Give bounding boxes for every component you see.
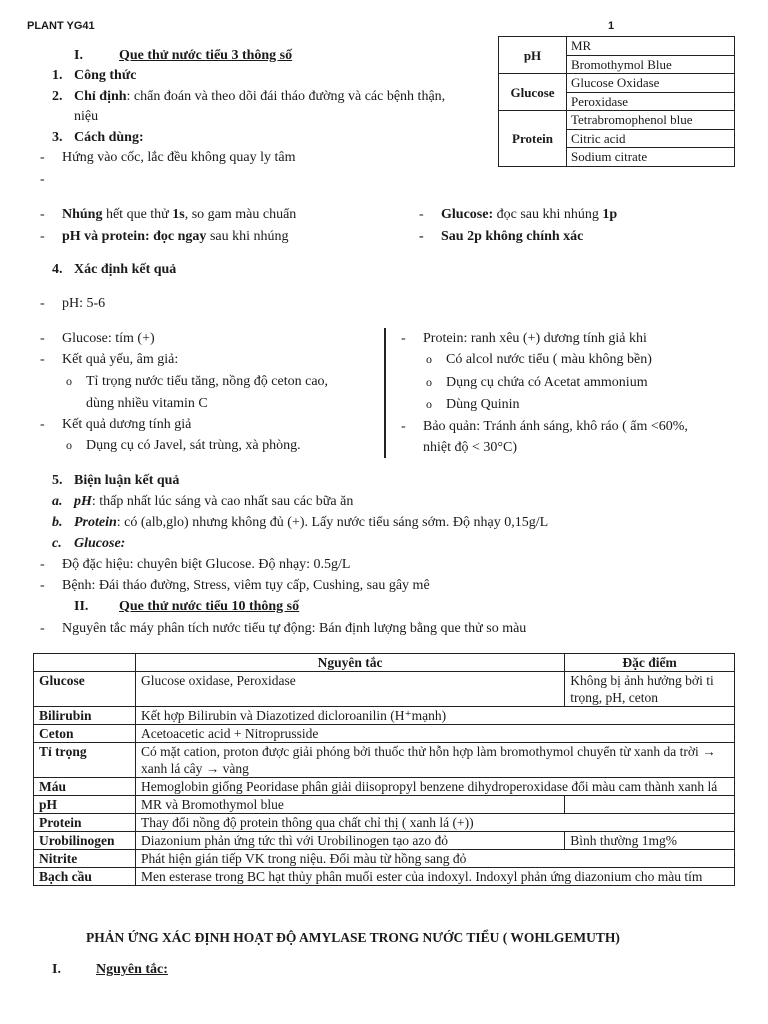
table-cell-principle: Hemoglobin giống Peoridase phân giải diisopropyl benzene dihydroperoxidase đổi màu cam thành xanh lá <box>135 778 734 796</box>
glucose-specificity: - Độ đặc hiệu: chuyên biệt Glucose. Độ nhạy: 0.5g/L <box>62 557 350 573</box>
table-cell-principle: Acetoacetic acid + Nitroprusside <box>135 725 734 743</box>
ten-parameter-table <box>33 653 735 886</box>
point-b-label: Protein <box>74 515 117 530</box>
section-2-title: Que thử nước tiểu 10 thông số <box>119 599 300 614</box>
table-cell-key: Tỉ trọng <box>34 743 136 778</box>
section-3-subtitle: Nguyên tắc: <box>96 962 168 977</box>
reagent-value: Bromothymol Blue <box>567 55 735 74</box>
glucose-diseases: - Bệnh: Đái tháo đường, Stress, viêm tụy cấp, Cushing, sau gây mê <box>62 578 430 594</box>
point-a-letter: a. <box>52 494 63 509</box>
item-5-label: Biện luận kết quả <box>74 473 180 488</box>
point-b-line <box>74 515 548 531</box>
table-row <box>34 778 735 796</box>
table-cell-key: Protein <box>34 814 136 832</box>
table-header-principle: Nguyên tắc <box>135 654 564 672</box>
reagent-value: Citric acid <box>567 129 735 148</box>
table-cell-key: Ceton <box>34 725 136 743</box>
protein-false-positive-1: o Có alcol nước tiểu ( màu không bền) <box>446 352 652 368</box>
usage-line-1: - Hứng vào cốc, lắc đều không quay ly tâm <box>62 150 295 166</box>
glucose-bold: Glucose: <box>441 207 494 222</box>
ph-protein-instruction <box>62 229 289 245</box>
reagent-value: MR <box>567 37 735 56</box>
reagent-value: Glucose Oxidase <box>567 74 735 93</box>
item-1-label: Công thức <box>74 68 137 83</box>
item-4-number: 4. <box>52 262 63 277</box>
item-1-number: 1. <box>52 68 63 83</box>
false-positive-cause: o Dụng cụ có Javel, sát trùng, xà phòng. <box>86 438 301 454</box>
amylase-section-title: PHẢN ỨNG XÁC ĐỊNH HOẠT ĐỘ AMYLASE TRONG NƯỚC TIỂU ( WOHLGEMUTH) <box>86 930 620 945</box>
section-3-numeral: I. <box>52 962 61 977</box>
document-header: PLANT YG41 <box>27 20 95 32</box>
point-c-letter: c. <box>52 536 62 551</box>
reagent-key-glucose: Glucose <box>499 74 567 111</box>
false-negative-cause-continued: dùng nhiều vitamin C <box>86 396 208 411</box>
table-cell-key: Urobilinogen <box>34 832 136 850</box>
storage-note: - Bảo quản: Tránh ánh sáng, khô ráo ( ẩm <60%, <box>423 419 688 435</box>
table-row <box>34 796 735 814</box>
protein-false-positive-2: o Dụng cụ chứa có Acetat ammonium <box>446 375 648 391</box>
table-cell-principle: Glucose oxidase, Peroxidase <box>135 672 564 707</box>
table-row <box>34 850 735 868</box>
item-2-text-continued: niệu <box>74 109 99 124</box>
reagent-key-ph: pH <box>499 37 567 74</box>
table-cell-key: Máu <box>34 778 136 796</box>
item-2-line <box>74 89 445 105</box>
protein-false-positive-3: o Dùng Quinin <box>446 397 520 413</box>
section-1-numeral: I. <box>74 48 83 63</box>
table-row <box>34 868 735 886</box>
table-cell-key: Glucose <box>34 672 136 707</box>
table-cell-principle: Kết hợp Bilirubin và Diazotized dicloroanilin (H⁺mạnh) <box>135 707 734 725</box>
ph-bold: pH và protein: đọc ngay <box>62 229 207 244</box>
table-header-feature: Đặc điểm <box>565 654 735 672</box>
table-row <box>34 832 735 850</box>
dip-instruction <box>62 207 296 223</box>
table-row <box>34 672 735 707</box>
table-row <box>34 725 735 743</box>
table-cell-principle: MR và Bromothymol blue <box>135 796 564 814</box>
storage-note-continued: nhiệt độ < 30°C) <box>423 440 517 455</box>
item-2-number: 2. <box>52 89 63 104</box>
section-2-principle: - Nguyên tắc máy phân tích nước tiểu tự động: Bán định lượng bằng que thử so màu <box>62 621 526 637</box>
glucose-text: đọc sau khi nhúng <box>493 207 603 222</box>
item-3-number: 3. <box>52 130 63 145</box>
table-cell-principle: Phát hiện gián tiếp VK trong niệu. Đổi màu từ hồng sang đỏ <box>135 850 734 868</box>
table-cell-feature: Bình thường 1mg% <box>565 832 735 850</box>
table-row <box>34 814 735 832</box>
point-c-label: Glucose: <box>74 536 126 551</box>
table-cell-principle: Men esterase trong BC hạt thủy phân muối ester của indoxyl. Indoxyl phản ứng diazonium cho màu tím <box>135 868 734 886</box>
section-2-numeral: II. <box>74 599 89 614</box>
protein-result: - Protein: ranh xêu (+) dương tính giả khi <box>423 331 647 347</box>
after-2-minutes-note: - Sau 2p không chính xác <box>441 229 583 245</box>
glucose-time: 1p <box>602 207 618 222</box>
table-cell-feature: Không bị ảnh hưởng bởi ti trọng, pH, ceton <box>565 672 735 707</box>
reagent-value: Tetrabromophenol blue <box>567 111 735 130</box>
ph-text: sau khi nhúng <box>206 229 289 244</box>
table-row <box>34 707 735 725</box>
table-row <box>34 743 735 778</box>
point-a-label: pH <box>74 494 92 509</box>
table-cell-principle: Thay đổi nồng độ protein thông qua chất chỉ thị ( xanh lá (+)) <box>135 814 734 832</box>
dip-text-2: , so gam màu chuẩn <box>184 207 297 222</box>
point-b-text: : có (alb,glo) nhưng không đủ (+). Lấy nước tiểu sáng sớm. Độ nhạy 0,15g/L <box>116 515 549 530</box>
glucose-read-instruction <box>441 207 617 223</box>
table-cell-key: Bạch cầu <box>34 868 136 886</box>
section-1-title: Que thử nước tiểu 3 thông số <box>119 48 293 63</box>
glucose-result: - Glucose: tím (+) <box>62 331 155 347</box>
table-cell-key: Bilirubin <box>34 707 136 725</box>
page-number: 1 <box>608 20 615 32</box>
reagent-value: Peroxidase <box>567 92 735 111</box>
dip-text: hết que thử <box>102 207 173 222</box>
item-2-label: Chỉ định <box>74 89 127 104</box>
reagent-key-protein: Protein <box>499 111 567 167</box>
table-cell-principle: Diazonium phản ứng tức thì với Urobilinogen tạo azo đỏ <box>135 832 564 850</box>
false-negative-heading: - Kết quả yếu, âm giả: <box>62 352 178 368</box>
table-cell-key: Nitrite <box>34 850 136 868</box>
item-4-label: Xác định kết quả <box>74 262 177 277</box>
item-5-number: 5. <box>52 473 63 488</box>
point-b-letter: b. <box>52 515 63 530</box>
table-header-empty <box>34 654 136 672</box>
item-2-text: : chẩn đoán và theo dõi đái tháo đường và các bệnh thận, <box>126 89 446 104</box>
reagent-table <box>498 36 735 167</box>
table-cell-feature <box>565 796 735 814</box>
table-cell-key: pH <box>34 796 136 814</box>
false-positive-heading: - Kết quả dương tính giả <box>62 417 191 433</box>
table-cell-principle: Có mặt cation, proton được giải phóng bởi thuốc thử hỗn hợp làm bromothymol chuyển từ xanh da trời → xanh lá cây → vàng <box>135 743 734 778</box>
item-3-label: Cách dùng: <box>74 130 144 145</box>
point-a-text: : thấp nhất lúc sáng và cao nhất sau các bữa ăn <box>91 494 354 509</box>
ph-range: - pH: 5-6 <box>62 296 105 312</box>
dip-time: 1s <box>172 207 185 222</box>
dip-bold: Nhúng <box>62 207 103 222</box>
point-a-line <box>74 494 353 510</box>
reagent-value: Sodium citrate <box>567 148 735 167</box>
column-divider <box>384 328 386 458</box>
false-negative-cause: o Tỉ trọng nước tiểu tăng, nồng độ ceton cao, <box>86 374 328 390</box>
